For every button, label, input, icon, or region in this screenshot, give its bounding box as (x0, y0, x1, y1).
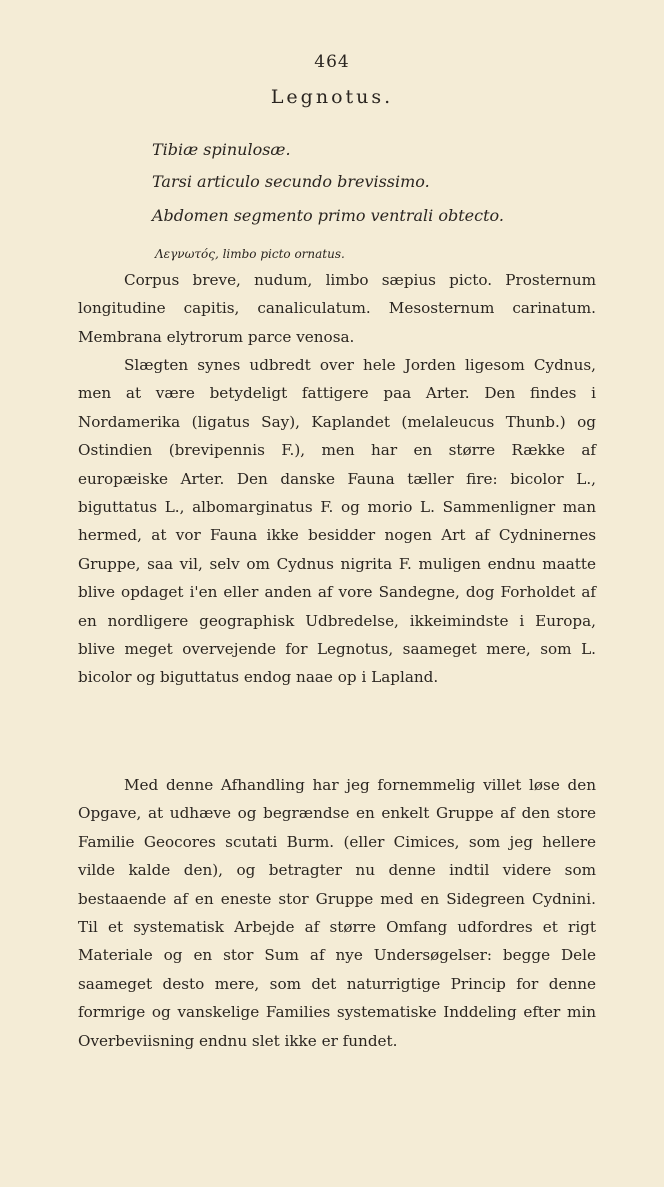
latin-description (78, 266, 596, 351)
etymology-line: Λεγνωτός, limbo picto ornatus. (155, 247, 345, 261)
diagnosis-line-1: Tibiæ spinulosæ. (152, 140, 291, 159)
page-number: 464 (314, 52, 350, 72)
latin-paragraph: Corpus breve, nudum, limbo sæpius picto. Prosternum longitudine capitis, canaliculatum. Mesosternum carinatum. Membrana elytrorum parce venosa. (78, 271, 596, 346)
danish-text-2 (78, 771, 596, 1055)
diagnosis-line-2: Tarsi articulo secundo brevissimo. (152, 172, 430, 191)
diagnosis-line-3: Abdomen segmento primo ventrali obtecto. (152, 206, 504, 225)
danish-text-1 (78, 351, 596, 692)
genus-heading: Legnotus. (270, 86, 394, 108)
paragraph-1: Slægten synes udbredt over hele Jorden ligesom Cydnus, men at være betydeligt fattigere paa Arter. Den findes i Nordamerika (ligatus Say), Kaplandet (melaleucus Thunb.) og Ostindien (brevipennis F.), men har en større Række af europæiske Arter. Den danske Fauna tæller fire: bicolor L., biguttatus L., albomarginatus F. og morio L. Sammenligner man hermed, at vor Fauna ikke besidder nogen Art af Cydninernes Gruppe, saa vil, selv om Cydnus nigrita F. muligen endnu maatte blive opdaget i'en eller anden af vore Sandegne, dog Forholdet af en nordligere geographisk Udbredelse, ikkeimindste i Europa, blive meget overvejende for Legnotus, saameget mere, som L. bicolor og biguttatus endog naae op i Lapland. (78, 356, 596, 687)
paragraph-2: Med denne Afhandling har jeg fornemmelig villet løse den Opgave, at udhæve og begrændse en enkelt Gruppe af den store Familie Geocores scutati Burm. (eller Cimices, som jeg hellere vilde kalde den), og betragter nu denne indtil videre som bestaaende af en eneste stor Gruppe med en Sidegreen Cydnini. Til et systematisk Arbejde af større Omfang udfordres et rigt Materiale og en stor Sum af nye Undersøgelser: begge Dele saameget desto mere, som det naturrigtige Princip for denne formrige og vanskelige Families systematiske Inddeling efter min Overbeviisning endnu slet ikke er fundet. (78, 776, 596, 1050)
